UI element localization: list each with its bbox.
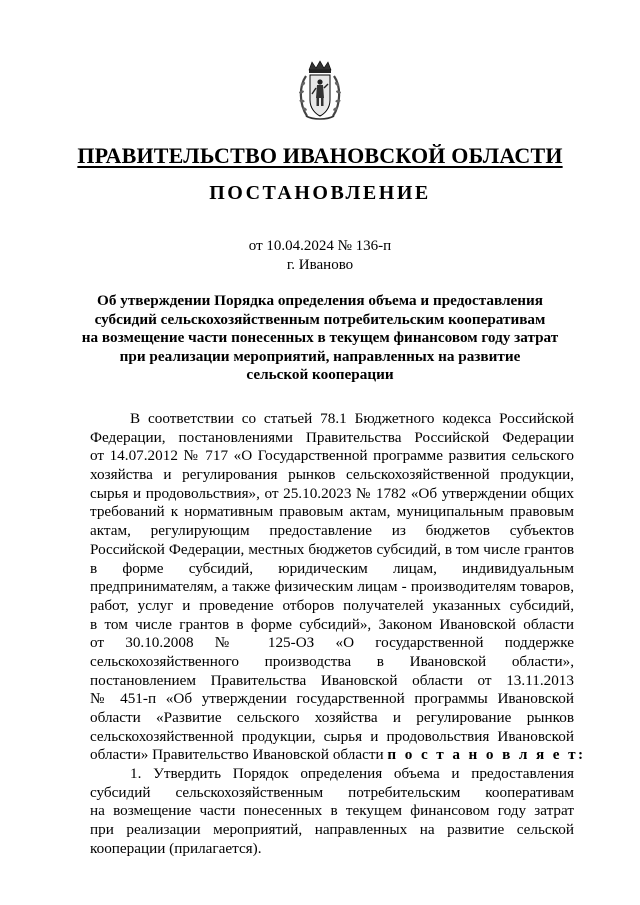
preamble-line: в форме субсидий, юридическим лицам, индивидуальным <box>90 559 574 577</box>
preamble-final-line <box>90 746 586 765</box>
preamble-line: требований к нормативным правовым актам, муниципальным правовым <box>90 503 574 521</box>
preamble-line: В соответствии со статьей 78.1 Бюджетного кодекса Российской <box>130 410 574 427</box>
subject-line: при реализации мероприятий, направленных на развитие <box>119 347 521 365</box>
document-type: ПОСТАНОВЛЕНИЕ <box>209 182 431 204</box>
preamble-line: постановлением Правительства Ивановской области от 13.11.2013 <box>90 671 574 689</box>
decree-word: п о с т а н о в л я е т: <box>387 746 586 764</box>
item-1-line: кооперации (прилагается). <box>90 839 262 857</box>
preamble-line: хозяйства и регулирования рынков сельскохозяйственной продукции, <box>90 466 574 484</box>
item-1-line: при реализации мероприятий, направленных на развитие сельской <box>90 821 574 839</box>
preamble-line: предпринимателям, а также физическим лицам - производителям товаров, <box>90 578 574 596</box>
preamble-line: области «Развитие сельского хозяйства и регулирование рынков <box>90 709 574 726</box>
item-1-line: субсидий сельскохозяйственным потребительским кооперативам <box>90 783 574 801</box>
preamble-line: в том числе грантов в форме субсидий», Законом Ивановской области <box>90 615 574 633</box>
document-date-number: от 10.04.2024 № 136-п <box>248 238 392 254</box>
preamble-line: Федерации, постановлениями Правительства Российской Федерации <box>90 428 574 446</box>
preamble-line: № 451-п «Об утверждении государственной программы Ивановской <box>90 690 574 708</box>
item-1-line: на возмещение части понесенных в текущем финансовом году затрат <box>90 802 574 820</box>
preamble-line: работ, услуг и проведение отборов получателей указанных субсидий, <box>90 596 574 614</box>
subject-line: Об утверждении Порядка определения объема и предоставления <box>97 292 543 309</box>
item-1-line: 1. Утвердить Порядок определения объема и предоставления <box>130 765 574 783</box>
preamble-line: от 14.07.2012 № 717 «О Государственной программе развития сельского <box>90 447 574 465</box>
subject-line: на возмещение части понесенных в текущем финансовом году затрат <box>81 329 559 347</box>
subject-line: сельской кооперации <box>246 366 394 384</box>
coat-of-arms-icon <box>297 60 343 122</box>
preamble-final-text: области» Правительство Ивановской области <box>90 746 384 764</box>
preamble-line: сырья и продовольствия», от 25.10.2023 № 1782 «Об утверждении общих <box>90 484 574 502</box>
preamble-line: от 30.10.2008 № 125-ОЗ «О государственной поддержке <box>90 634 574 652</box>
document-city: г. Иваново <box>286 257 354 273</box>
document-subject <box>80 292 560 385</box>
preamble-line: сельскохозяйственной продукции, сырья и продовольствия Ивановской <box>90 727 574 745</box>
preamble-line: Российской Федерации, местных бюджетов субсидий, в том числе грантов <box>90 540 574 558</box>
preamble-line: актам, регулирующим предоставление из бюджетов субъектов <box>90 522 574 540</box>
preamble-line: сельскохозяйственного производства в Ивановской области», <box>90 652 574 670</box>
organization-title: ПРАВИТЕЛЬСТВО ИВАНОВСКОЙ ОБЛАСТИ <box>77 143 563 168</box>
subject-line: субсидий сельскохозяйственным потребительским кооперативам <box>94 310 546 328</box>
document-body <box>90 410 586 859</box>
